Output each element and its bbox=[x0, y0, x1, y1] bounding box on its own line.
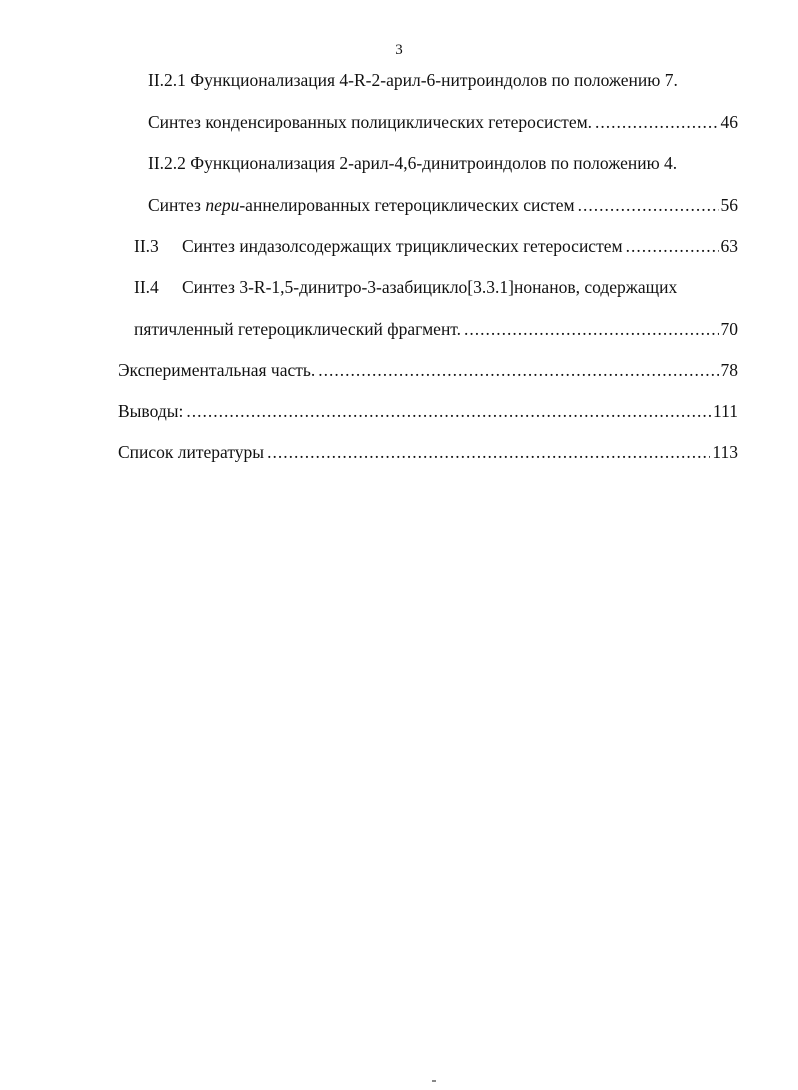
toc-entry-2-4-title-line2: пятичленный гетероциклический фрагмент. bbox=[134, 319, 462, 339]
toc-entry-references-page: 113 bbox=[712, 442, 738, 462]
dot-leader bbox=[318, 358, 718, 382]
toc-entry-2-2-1-title-line2: Синтез конденсированных полициклических гетеросистем. bbox=[148, 112, 593, 132]
dot-leader bbox=[267, 440, 710, 464]
toc-entry-2-2-2-line2 bbox=[148, 193, 738, 217]
toc-entry-2-2-1-number: II.2.1 bbox=[148, 70, 186, 90]
scan-speck bbox=[432, 1080, 436, 1082]
toc-entry-2-4-number: II.4 bbox=[134, 277, 159, 297]
title-suffix: -аннелированных гетероциклических систем bbox=[239, 195, 575, 215]
dot-leader bbox=[578, 193, 719, 217]
toc-entry-references bbox=[118, 440, 738, 464]
title-italic: пери bbox=[205, 195, 240, 215]
toc-entry-conclusions bbox=[118, 399, 738, 423]
toc-entry-experimental bbox=[118, 358, 738, 382]
toc-entry-2-2-1-line1 bbox=[148, 68, 678, 92]
toc-entry-2-2-1-line2 bbox=[148, 110, 738, 134]
toc-entry-conclusions-page: 111 bbox=[713, 401, 738, 421]
title-prefix: Синтез bbox=[148, 195, 206, 215]
toc-entry-2-2-2-line1 bbox=[148, 151, 677, 175]
toc-entry-conclusions-title: Выводы: bbox=[118, 401, 184, 421]
toc-entry-experimental-title: Экспериментальная часть. bbox=[118, 360, 316, 380]
toc-entry-2-2-2-number: II.2.2 bbox=[148, 153, 186, 173]
dot-leader bbox=[626, 234, 719, 258]
dot-leader bbox=[186, 399, 711, 423]
toc-entry-2-4-title-line1: Синтез 3-R-1,5-динитро-3-азабицикло[3.3.1]нонанов, содержащих bbox=[182, 277, 678, 297]
toc-entry-2-3-page: 63 bbox=[720, 236, 738, 256]
toc-entry-2-3 bbox=[134, 234, 738, 258]
toc-entry-2-2-2-title-line2 bbox=[148, 193, 575, 217]
toc-entry-2-2-1-page: 46 bbox=[720, 112, 738, 132]
toc-entry-2-2-2-page: 56 bbox=[720, 195, 738, 215]
toc-entry-2-4-page: 70 bbox=[720, 319, 738, 339]
toc-entry-2-4-line2 bbox=[134, 317, 738, 341]
toc-entry-2-2-2-title-line1: Функционализация 2-арил-4,6-динитроиндолов по положению 4. bbox=[190, 153, 678, 173]
toc-entry-2-3-label bbox=[134, 234, 623, 258]
toc-entry-references-title: Список литературы bbox=[118, 442, 265, 462]
toc-entry-experimental-page: 78 bbox=[720, 360, 738, 380]
toc-entry-2-2-1-title-line1: Функционализация 4-R-2-арил-6-нитроиндолов по положению 7. bbox=[190, 70, 678, 90]
toc-entry-2-3-title: Синтез индазолсодержащих трициклических гетеросистем bbox=[182, 236, 623, 256]
page-number: 3 bbox=[395, 42, 403, 58]
dot-leader bbox=[464, 317, 718, 341]
toc-entry-2-3-number: II.3 bbox=[134, 236, 159, 256]
dot-leader bbox=[595, 110, 718, 134]
toc-entry-2-4-line1 bbox=[134, 275, 677, 299]
